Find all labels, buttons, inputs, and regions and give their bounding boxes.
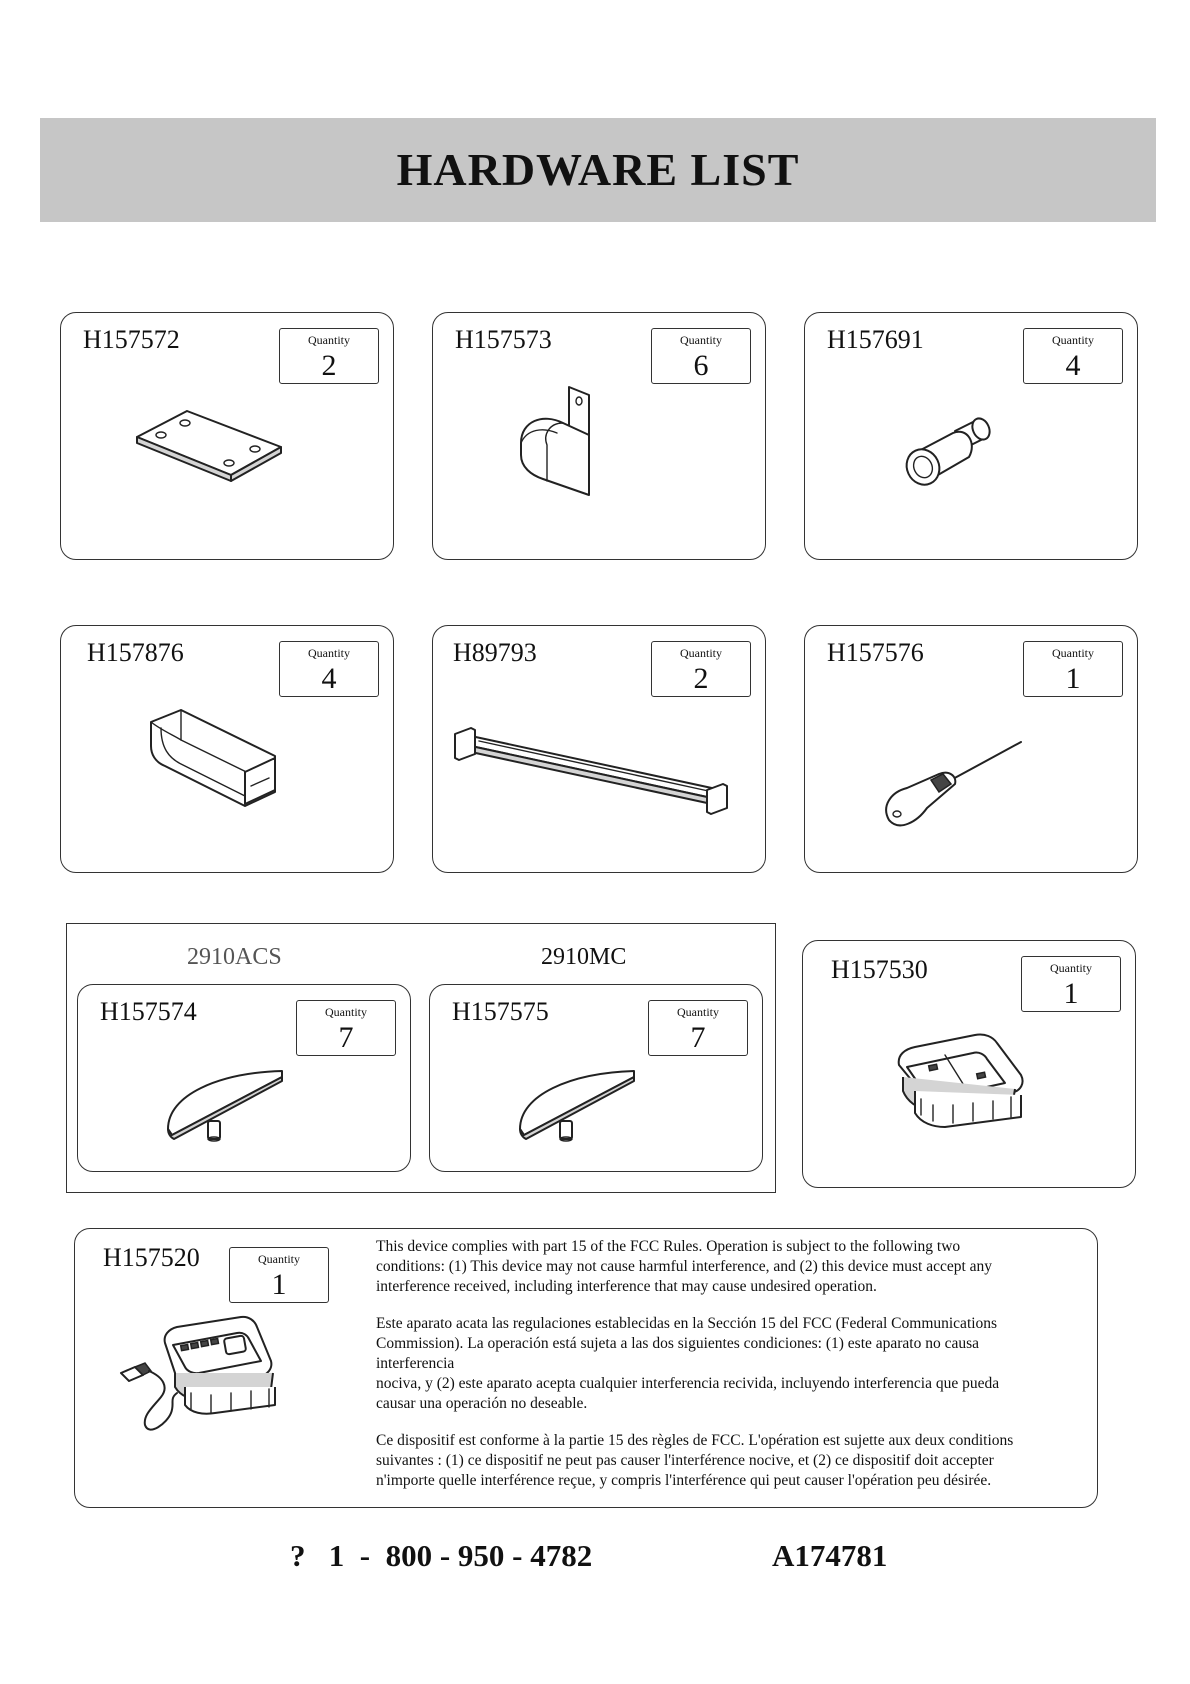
part-card-h157574	[77, 984, 411, 1172]
quantity-box	[648, 1000, 748, 1056]
model-number: A174781	[772, 1538, 888, 1573]
page-title: HARDWARE LIST	[396, 144, 800, 195]
quantity-box	[229, 1247, 329, 1303]
part-card-h157876	[60, 625, 394, 873]
screwdriver-icon	[881, 736, 1031, 836]
rail-bar-icon	[451, 726, 751, 826]
fcc-english: This device complies with part 15 of the FCC Rules. Operation is subject to the following two conditions: (1) This device may not cause harmful interference, and (2) this device must accept any interference received, including interference that may cause undesired operation.	[376, 1238, 993, 1295]
quantity-value: 1	[271, 1268, 287, 1301]
variant-label-2910acs: 2910ACS	[187, 944, 282, 970]
quantity-box	[279, 641, 379, 697]
part-card-h157575	[429, 984, 763, 1172]
part-card-h157576	[804, 625, 1138, 873]
shelf-pin-icon	[895, 413, 1005, 503]
part-code: H157575	[452, 997, 549, 1026]
quantity-value: 7	[690, 1021, 706, 1054]
quantity-box	[1023, 641, 1123, 697]
quantity-value: 4	[1065, 349, 1081, 382]
header-banner	[40, 118, 1156, 222]
quantity-label: Quantity	[680, 646, 722, 660]
part-code: H157573	[455, 325, 552, 354]
part-code: H89793	[453, 638, 537, 667]
quantity-box	[651, 328, 751, 384]
quantity-label: Quantity	[680, 333, 722, 347]
usb-power-hub-icon	[115, 1313, 285, 1443]
part-code: H157876	[87, 638, 184, 667]
quantity-value: 7	[338, 1021, 354, 1054]
part-code: H157530	[831, 955, 928, 984]
quantity-box	[651, 641, 751, 697]
quantity-value: 1	[1063, 977, 1079, 1010]
quantity-label: Quantity	[258, 1252, 300, 1266]
part-card-h157691	[804, 312, 1138, 560]
variant-label-2910mc: 2910MC	[541, 944, 627, 970]
quantity-value: 2	[693, 662, 709, 695]
half-round-shelf-support-icon	[510, 1065, 650, 1155]
part-code: H157576	[827, 638, 924, 667]
quantity-label: Quantity	[308, 333, 350, 347]
cable-tray-icon	[141, 708, 291, 818]
quantity-value: 4	[321, 662, 337, 695]
quantity-label: Quantity	[1052, 646, 1094, 660]
grommet-outlet-icon	[893, 1029, 1033, 1139]
quantity-value: 6	[693, 349, 709, 382]
quantity-label: Quantity	[325, 1005, 367, 1019]
part-code: H157691	[827, 325, 924, 354]
quantity-box	[1021, 956, 1121, 1012]
quantity-label: Quantity	[1052, 333, 1094, 347]
variant-group	[66, 923, 776, 1193]
bracket-clip-icon	[513, 383, 633, 513]
fcc-french: Ce dispositif est conforme à la partie 15 des règles de FCC. L'opération est sujette aux deux conditions suivantes : (1) ce dispositif ne peut pas causer l'interférence nocive, et (2) ce dispositif doit accepter n'importe quelle interférence reçue, y compris l'interférence qui peut causer l'opération peu désirée.	[376, 1432, 1014, 1489]
quantity-value: 2	[321, 349, 337, 382]
part-card-h157530	[802, 940, 1136, 1188]
quantity-box	[279, 328, 379, 384]
quantity-box	[1023, 328, 1123, 384]
quantity-label: Quantity	[1050, 961, 1092, 975]
half-round-shelf-support-icon	[158, 1065, 298, 1155]
part-code: H157574	[100, 997, 197, 1026]
mounting-plate-icon	[131, 403, 291, 503]
part-card-h157573	[432, 312, 766, 560]
part-code: H157520	[103, 1243, 200, 1272]
quantity-value: 1	[1065, 662, 1081, 695]
support-phone: ? 1 - 800 - 950 - 4782	[290, 1538, 593, 1573]
quantity-box	[296, 1000, 396, 1056]
quantity-label: Quantity	[677, 1005, 719, 1019]
fcc-spanish: Este aparato acata las regulaciones establecidas en la Sección 15 del FCC (Federal Communications Commission). La operación está sujeta a las dos siguientes condiciones: (1) este aparato no causa interferencia nociva, y (2) este aparato acepta cualquier interferencia recivida, incluyendo interferencia que pueda causar una operación no deseable.	[376, 1315, 1000, 1412]
fcc-statement	[376, 1237, 1096, 1508]
part-code: H157572	[83, 325, 180, 354]
part-card-h89793	[432, 625, 766, 873]
part-card-h157572	[60, 312, 394, 560]
quantity-label: Quantity	[308, 646, 350, 660]
